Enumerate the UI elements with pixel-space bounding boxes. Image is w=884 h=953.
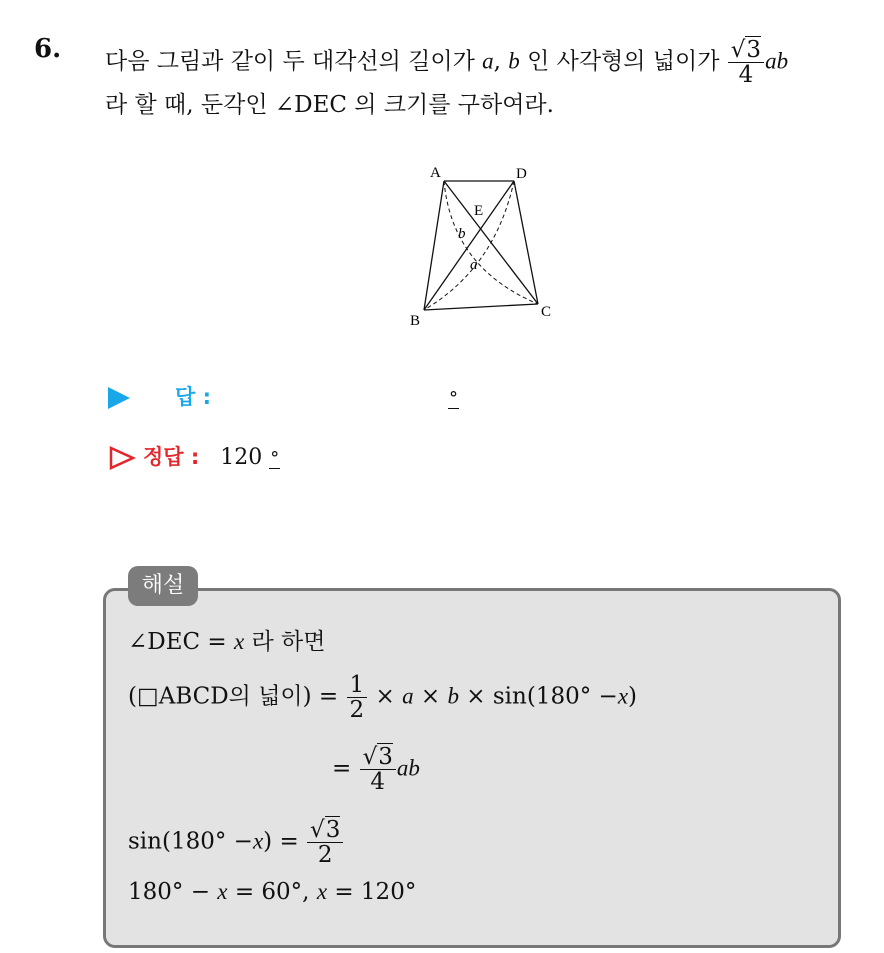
label-b-vertex: B	[410, 313, 421, 329]
equals-sign: =	[332, 755, 352, 782]
var-x: x	[316, 879, 328, 904]
sqrt-icon: √3	[310, 817, 341, 843]
label-a-length: a	[470, 257, 478, 273]
answer-unit: °	[449, 388, 458, 409]
label-c-vertex: C	[541, 304, 552, 320]
area-expression-label: (□ABCD의 넓이) =	[128, 683, 339, 710]
solution-line-2	[128, 673, 637, 722]
label-a-vertex: A	[430, 165, 441, 181]
root3-over-2-fraction: $\frac{√3}{2}$	[307, 818, 343, 867]
times-sign: ×	[420, 683, 441, 710]
times-sign: ×	[466, 683, 486, 710]
equals-60: = 60°,	[234, 879, 310, 905]
sqrt-icon: √3	[362, 744, 393, 770]
sin-expression: sin(180° −	[492, 683, 618, 710]
correct-answer-label: 정답 :	[143, 445, 200, 469]
close-equals: ) =	[263, 828, 299, 855]
question-line-1	[105, 38, 788, 87]
question-text: 다음 그림과 같이 두 대각선의 길이가	[105, 48, 475, 75]
half-fraction: $\frac{1}{2}$	[347, 673, 368, 722]
var-a: a	[402, 683, 414, 709]
edge-dc	[514, 181, 538, 304]
label-e-point: E	[474, 203, 484, 219]
question-number: 6.	[34, 34, 62, 64]
diagonal-bd	[424, 181, 514, 310]
area-fraction	[728, 38, 764, 87]
var-a: a	[482, 48, 494, 74]
ab-term: ab	[765, 48, 789, 74]
answer-label: 답 :	[175, 385, 211, 409]
solution-line-4	[128, 818, 344, 867]
solution-angle-def: ∠DEC =	[128, 629, 227, 655]
var-x: x	[617, 683, 629, 709]
solution-line-3	[332, 745, 420, 794]
solution-tag: 해설	[128, 566, 198, 606]
correct-answer-unit: °	[270, 448, 280, 469]
var-x: x	[252, 828, 264, 854]
answer-row	[108, 381, 459, 411]
question-text-mid: 인 사각형의 넓이가	[527, 48, 720, 75]
equals-120: = 120°	[334, 879, 417, 905]
correct-answer-value: 120	[220, 445, 263, 470]
var-b: b	[447, 683, 459, 709]
close-paren: )	[628, 683, 638, 710]
edge-bc	[424, 304, 538, 310]
correct-answer-row	[108, 441, 280, 471]
angle-expression: 180° −	[128, 879, 210, 905]
sin-expression: sin(180° −	[128, 828, 253, 855]
times-sign: ×	[375, 683, 395, 710]
var-b: b	[508, 48, 520, 74]
solution-let-text: 라 하면	[251, 629, 326, 655]
quadrilateral-figure	[400, 158, 570, 338]
solution-line-5	[128, 880, 416, 904]
root3-over-4-fraction: $\frac{√3}{4}$	[360, 745, 396, 794]
fraction-denominator: 4	[738, 62, 754, 89]
outline-triangle-icon	[108, 445, 136, 471]
comma: ,	[493, 48, 501, 75]
question-line-2: 라 할 때, 둔각인 ∠DEC 의 크기를 구하여라.	[105, 92, 554, 118]
ab-term: ab	[396, 755, 420, 781]
sqrt-icon: √3	[730, 37, 762, 63]
play-triangle-icon	[108, 387, 130, 409]
label-d-vertex: D	[516, 166, 527, 182]
label-b-length: b	[458, 226, 466, 242]
solution-line-1	[128, 630, 326, 654]
var-x: x	[234, 629, 245, 654]
var-x: x	[217, 879, 228, 904]
edge-ab	[424, 181, 444, 310]
